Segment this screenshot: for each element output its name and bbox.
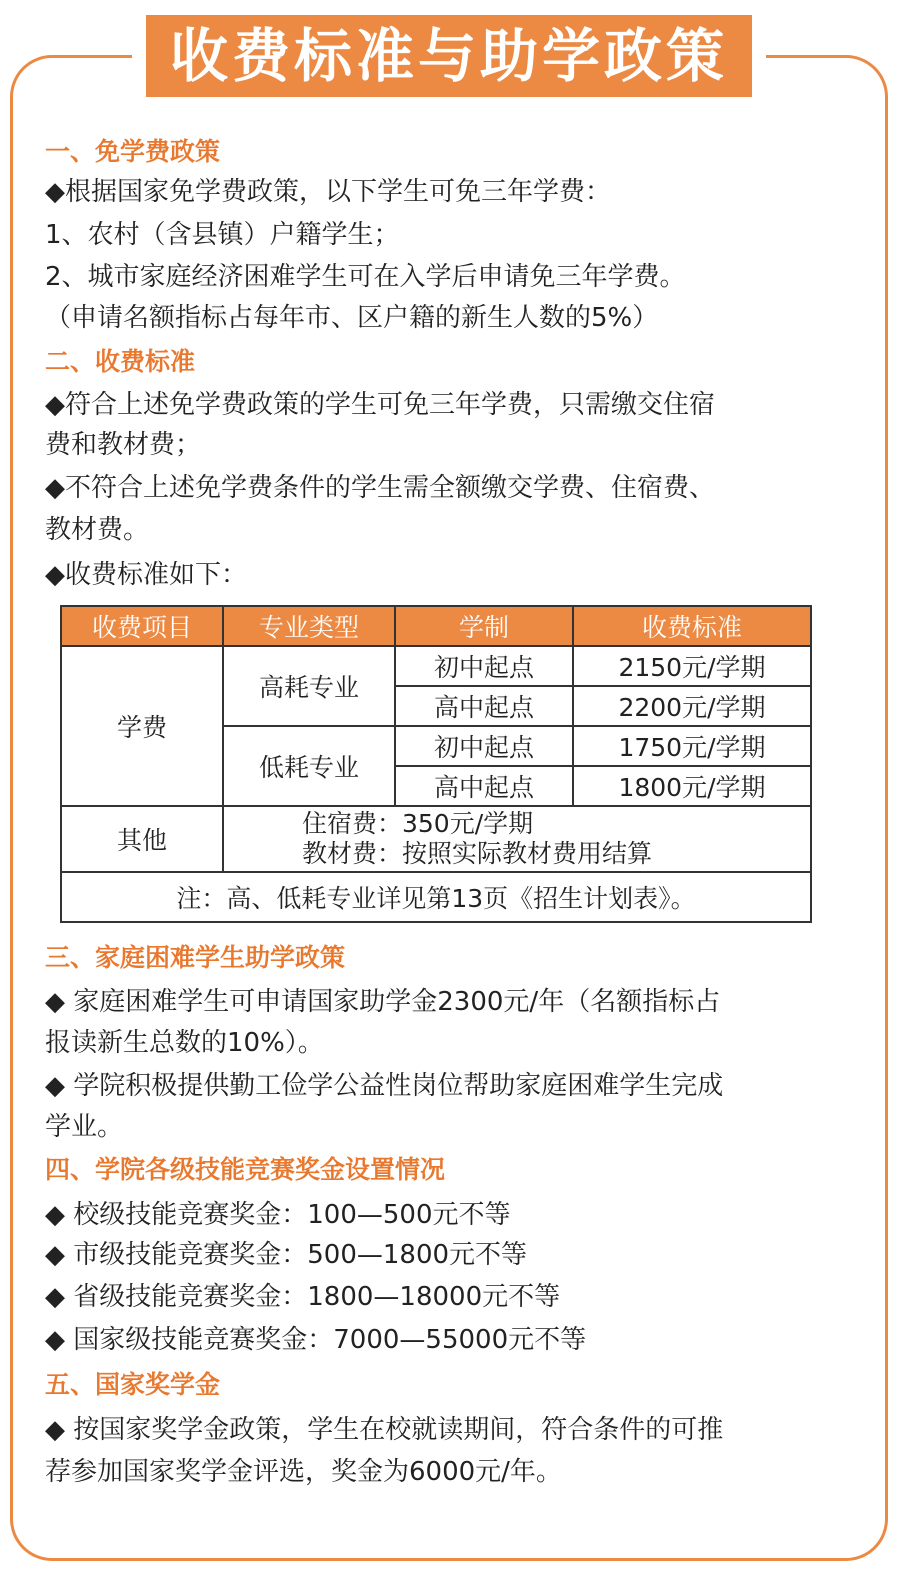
other-fees-cell — [223, 806, 811, 872]
major-type-cell: 高耗专业 — [223, 646, 395, 726]
system-cell: 高中起点 — [395, 686, 573, 726]
text-line: 2、城市家庭经济困难学生可在入学后申请免三年学费。 — [45, 262, 686, 292]
other-label-cell: 其他 — [61, 806, 223, 872]
table-header: 收费项目 — [61, 606, 223, 646]
table-header: 学制 — [395, 606, 573, 646]
text-line: ◆ 按国家奖学金政策，学生在校就读期间，符合条件的可推 — [45, 1415, 724, 1445]
section-heading: 二、收费标准 — [45, 347, 196, 376]
table-header: 收费标准 — [573, 606, 811, 646]
section-heading: 五、国家奖学金 — [45, 1370, 221, 1399]
tuition-cell: 学费 — [61, 646, 223, 806]
table-header: 专业类型 — [223, 606, 395, 646]
fee-table — [60, 605, 812, 923]
text-line: ◆ 国家级技能竞赛奖金：7000—55000元不等 — [45, 1325, 587, 1355]
text-line: （申请名额指标占每年市、区户籍的新生人数的5%） — [45, 303, 659, 333]
section-heading: 四、学院各级技能竞赛奖金设置情况 — [45, 1155, 446, 1184]
system-cell: 初中起点 — [395, 726, 573, 766]
text-line: ◆ 省级技能竞赛奖金：1800—18000元不等 — [45, 1282, 561, 1312]
other-fee-line: 住宿费：350元/学期 — [302, 809, 534, 838]
text-line: ◆ 校级技能竞赛奖金：100—500元不等 — [45, 1200, 511, 1230]
text-line: 报读新生总数的10%）。 — [45, 1028, 324, 1058]
table-note: 注：高、低耗专业详见第13页《招生计划表》。 — [61, 872, 811, 922]
text-line: ◆ 家庭困难学生可申请国家助学金2300元/年（名额指标占 — [45, 987, 721, 1017]
section-heading: 一、免学费政策 — [45, 137, 221, 166]
text-line: 费和教材费； — [45, 430, 202, 460]
section-heading: 三、家庭困难学生助学政策 — [45, 943, 346, 972]
system-cell: 高中起点 — [395, 766, 573, 806]
text-line: ◆符合上述免学费政策的学生可免三年学费，只需缴交住宿 — [45, 390, 715, 420]
text-line: ◆收费标准如下： — [45, 560, 247, 590]
text-line: 学业。 — [45, 1112, 124, 1142]
text-line: ◆ 学院积极提供勤工俭学公益性岗位帮助家庭困难学生完成 — [45, 1071, 724, 1101]
page-title: 收费标准与助学政策 — [146, 15, 752, 97]
fee-cell: 2200元/学期 — [573, 686, 811, 726]
other-fee-line: 教材费：按照实际教材费用结算 — [302, 839, 653, 868]
major-type-cell: 低耗专业 — [223, 726, 395, 806]
text-line: 1、农村（含县镇）户籍学生； — [45, 220, 400, 250]
fee-cell: 2150元/学期 — [573, 646, 811, 686]
text-line: 荐参加国家奖学金评选，奖金为6000元/年。 — [45, 1457, 562, 1487]
fee-cell: 1800元/学期 — [573, 766, 811, 806]
text-line: ◆不符合上述免学费条件的学生需全额缴交学费、住宿费、 — [45, 473, 715, 503]
text-line: ◆根据国家免学费政策，以下学生可免三年学费： — [45, 177, 611, 207]
text-line: ◆ 市级技能竞赛奖金：500—1800元不等 — [45, 1240, 528, 1270]
text-line: 教材费。 — [45, 515, 150, 545]
fee-cell: 1750元/学期 — [573, 726, 811, 766]
system-cell: 初中起点 — [395, 646, 573, 686]
